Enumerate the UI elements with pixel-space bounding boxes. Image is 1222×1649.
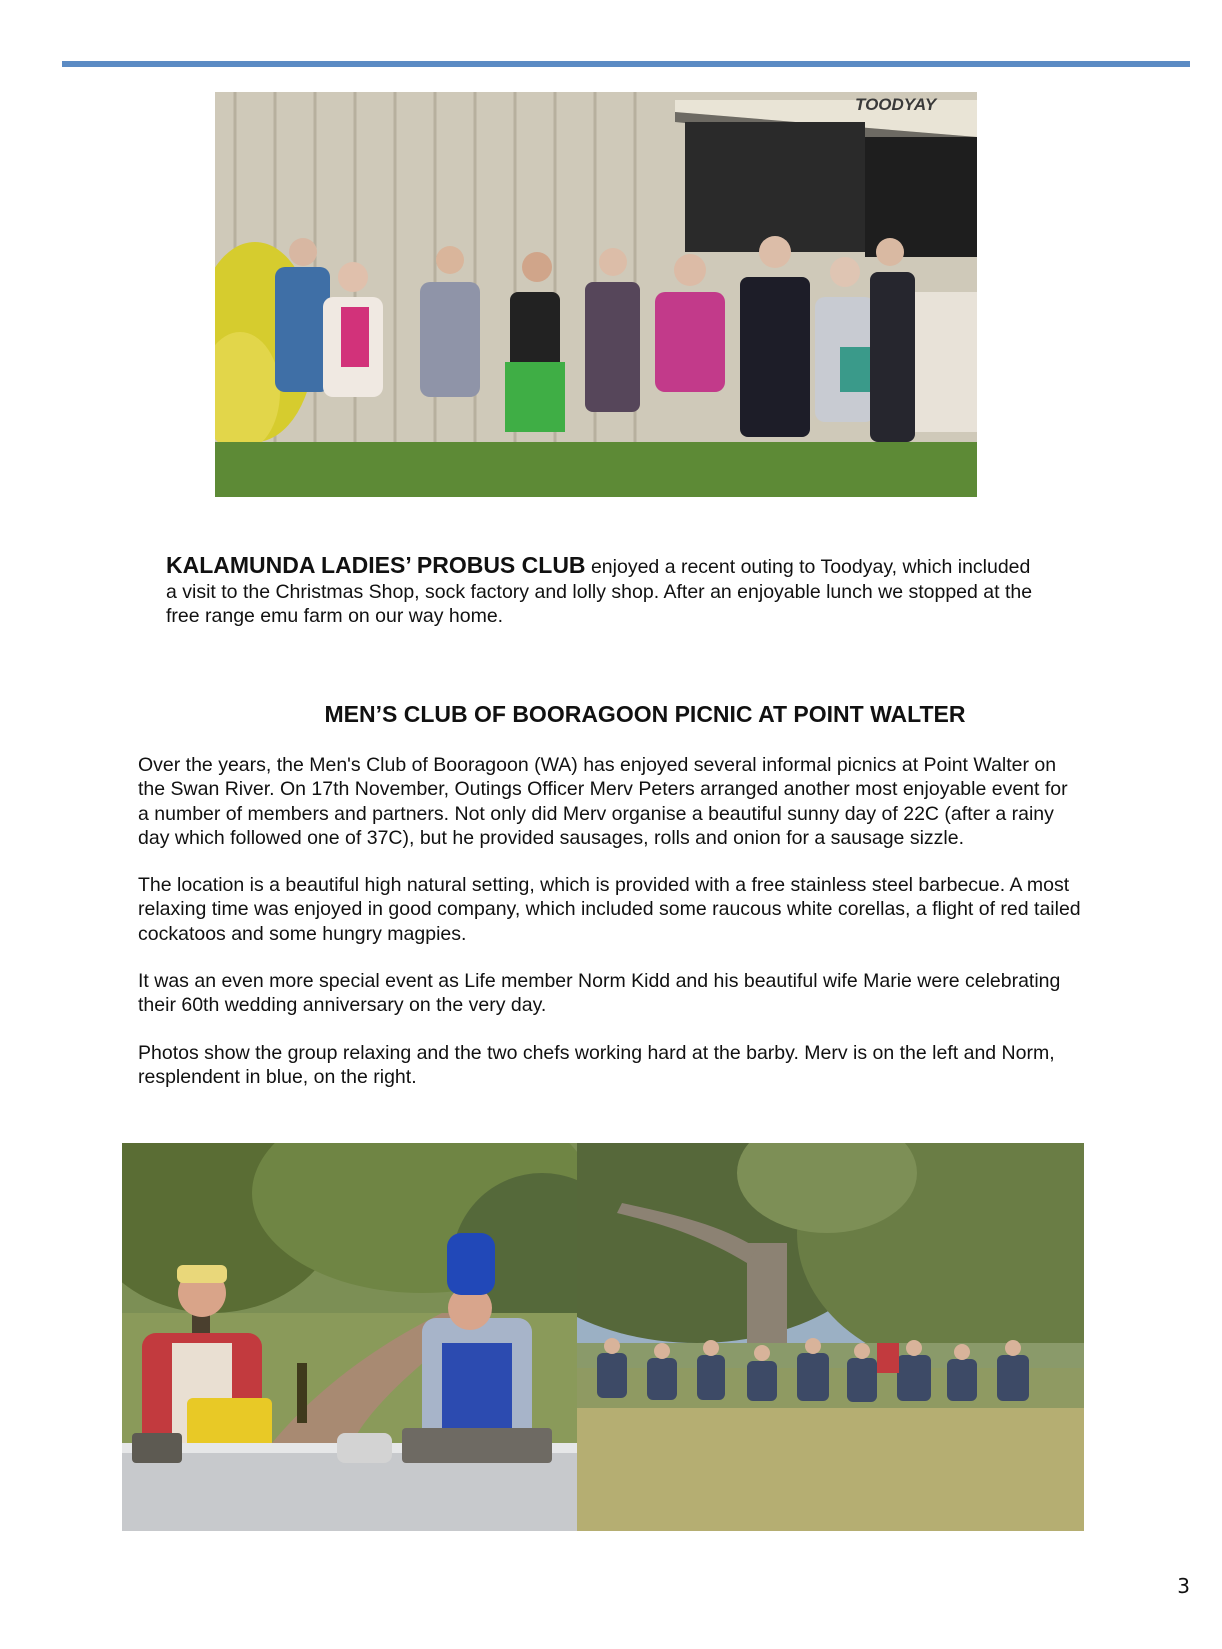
paragraph-line: Over the years, the Men's Club of Booragoon (WA) has enjoyed several informal picnics at Point Walter on — [138, 754, 1057, 776]
paragraph-line: their 60th wedding anniversary on the very day. — [138, 994, 547, 1017]
paragraph-line: day which followed one of 37C), but he provided sausages, rolls and onion for a sausage sizzle. — [138, 826, 964, 849]
mens-club-paragraph-1 — [138, 753, 1158, 850]
photo-chefs-at-barbecue — [122, 1143, 577, 1531]
paragraph-line: It was an even more special event as Life member Norm Kidd and his beautiful wife Marie were celebrating — [138, 970, 1061, 992]
mens-club-paragraph-2 — [138, 873, 1158, 946]
paragraph-line: The location is a beautiful high natural setting, which is provided with a free stainless steel barbecue. A most — [138, 874, 1070, 896]
mens-club-paragraph-4 — [138, 1041, 1158, 1090]
toodyay-sign: TOODYAY — [855, 95, 937, 114]
paragraph-line: resplendent in blue, on the right. — [138, 1066, 417, 1089]
paragraph-line: relaxing time was enjoyed in good company, which included some raucous white corellas, a flight of red tailed — [138, 898, 1081, 921]
paragraph-line: Photos show the group relaxing and the two chefs working hard at the barby. Merv is on the left and Norm, — [138, 1042, 1055, 1064]
paragraph-line: the Swan River. On 17th November, Outings Officer Merv Peters arranged another most enjoyable event for — [138, 778, 1068, 801]
kalamunda-line-3: free range emu farm on our way home. — [166, 605, 504, 627]
page-number: 3 — [1177, 1574, 1190, 1598]
kalamunda-paragraph — [166, 553, 1126, 629]
kalamunda-title: KALAMUNDA LADIES’ PROBUS CLUB — [166, 552, 586, 578]
paragraph-line: a number of members and partners. Not only did Merv organise a beautiful sunny day of 22C (after a rainy — [138, 802, 1054, 825]
photo-probus-ladies-group — [215, 92, 977, 497]
paragraph-line: cockatoos and some hungry magpies. — [138, 922, 467, 945]
mens-club-heading: MEN’S CLUB OF BOORAGOON PICNIC AT POINT WALTER — [324, 701, 966, 727]
kalamunda-line-1: enjoyed a recent outing to Toodyay, which included — [585, 556, 1031, 578]
mens-club-paragraph-3 — [138, 969, 1158, 1018]
header-rule — [62, 61, 1190, 67]
kalamunda-line-2: a visit to the Christmas Shop, sock factory and lolly shop. After an enjoyable lunch we stopped at the — [166, 580, 1033, 603]
photo-group-relaxing-in-park — [577, 1143, 1084, 1531]
